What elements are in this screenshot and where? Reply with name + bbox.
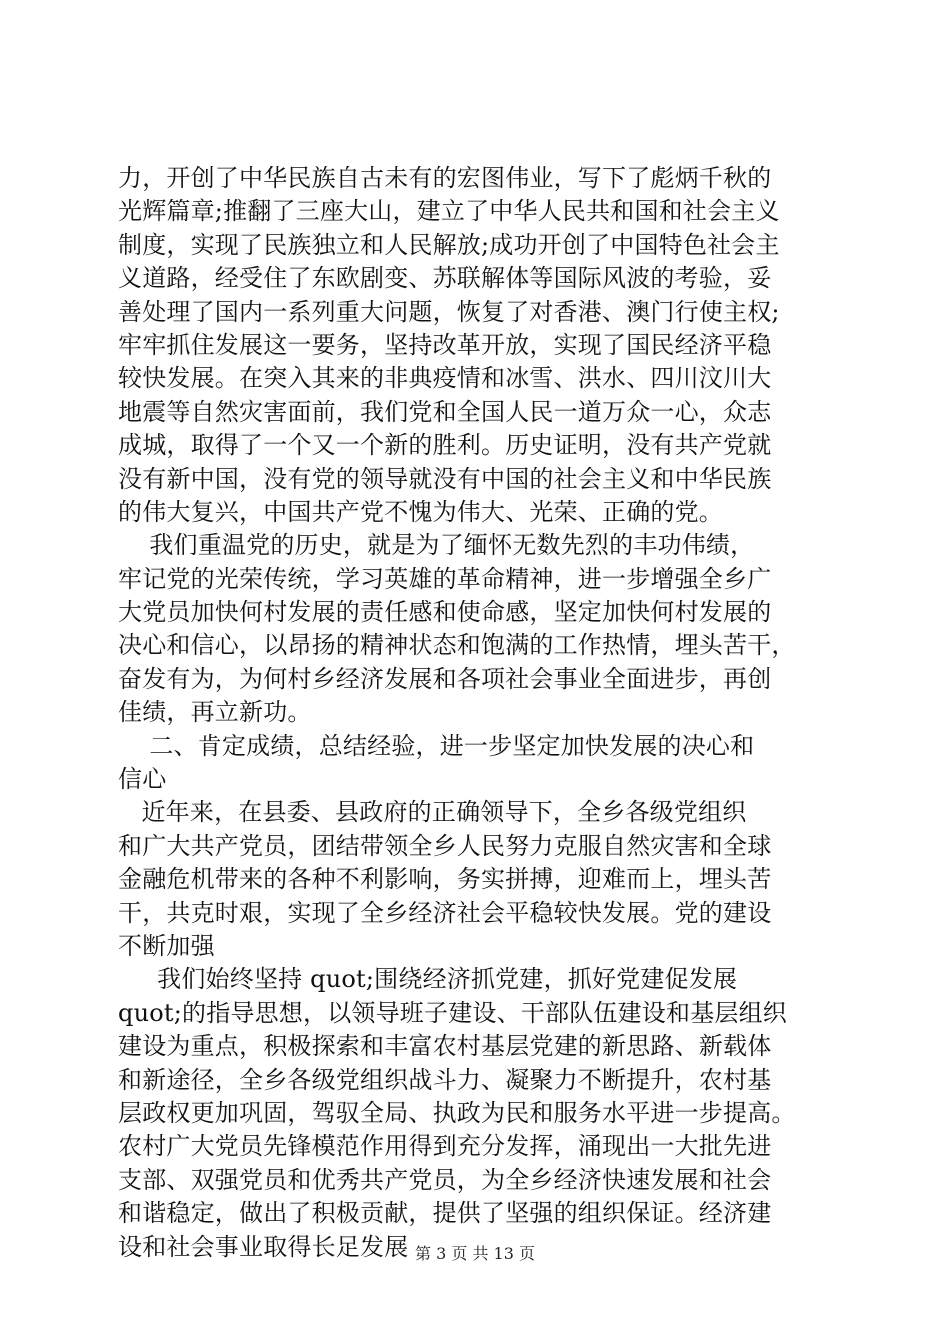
text-line: 牢牢抓住发展这一要务，坚持改革开放，实现了国民经济平稳 <box>118 330 772 359</box>
text-line: 光辉篇章;推翻了三座大山，建立了中华人民共和国和社会主义 <box>118 197 780 226</box>
text-line: 善处理了国内一系列重大问题，恢复了对香港、澳门行使主权; <box>118 297 780 326</box>
text-line: quot;的指导思想，以领导班子建设、干部队伍建设和基层组织 <box>118 998 787 1027</box>
text-line: 我们始终坚持 quot;围绕经济抓党建，抓好党建促发展 <box>118 965 738 994</box>
text-line: 的伟大复兴，中国共产党不愧为伟大、光荣、正确的党。 <box>118 497 723 526</box>
text-line: 支部、双强党员和优秀共产党员，为全乡经济快速发展和社会 <box>118 1165 772 1194</box>
text-line: 牢记党的光荣传统，学习英雄的革命精神，进一步增强全乡广 <box>118 564 772 593</box>
text-line: 金融危机带来的各种不利影响，务实拼搏，迎难而上，埋头苦 <box>118 865 772 894</box>
text-line: 干，共克时艰，实现了全乡经济社会平稳较快发展。党的建设 <box>118 898 772 927</box>
text-line: 建设为重点，积极探索和丰富农村基层党建的新思路、新载体 <box>118 1032 772 1061</box>
page-number-footer: 第 3 页 共 13 页 <box>415 1244 535 1263</box>
text-line: 制度，实现了民族独立和人民解放;成功开创了中国特色社会主 <box>118 230 780 259</box>
text-line: 奋发有为，为何村乡经济发展和各项社会事业全面进步，再创 <box>118 664 772 693</box>
text-line: 和广大共产党员，团结带领全乡人民努力克服自然灾害和全球 <box>118 831 772 860</box>
text-line: 层政权更加巩固，驾驭全局、执政为民和服务水平进一步提高。 <box>118 1098 796 1127</box>
text-line: 佳绩，再立新功。 <box>118 698 312 727</box>
text-line: 信心 <box>118 765 167 794</box>
text-line: 农村广大党员先锋模范作用得到充分发挥，涌现出一大批先进 <box>118 1132 772 1161</box>
text-line: 和新途径，全乡各级党组织战斗力、凝聚力不断提升，农村基 <box>118 1065 772 1094</box>
text-line: 和谐稳定，做出了积极贡献，提供了坚强的组织保证。经济建 <box>118 1199 772 1228</box>
text-line: 我们重温党的历史，就是为了缅怀无数先烈的丰功伟绩， <box>118 531 755 560</box>
text-line: 力，开创了中华民族自古未有的宏图伟业，写下了彪炳千秋的 <box>118 164 772 192</box>
text-line: 不断加强 <box>118 931 215 960</box>
document-body <box>118 162 858 1264</box>
text-line: 二、肯定成绩，总结经验，进一步坚定加快发展的决心和 <box>118 731 755 760</box>
text-line: 地震等自然灾害面前，我们党和全国人民一道万众一心，众志 <box>118 397 772 426</box>
text-line: 较快发展。在突入其来的非典疫情和冰雪、洪水、四川汶川大 <box>118 364 772 393</box>
text-line: 决心和信心，以昂扬的精神状态和饱满的工作热情，埋头苦干， <box>118 631 796 660</box>
text-line: 成城，取得了一个又一个新的胜利。历史证明，没有共产党就 <box>118 431 772 460</box>
text-line: 没有新中国，没有党的领导就没有中国的社会主义和中华民族 <box>118 464 772 493</box>
text-line: 设和社会事业取得长足发展 <box>118 1232 409 1261</box>
text-line: 大党员加快何村发展的责任感和使命感，坚定加快何村发展的 <box>118 598 772 627</box>
text-line: 近年来，在县委、县政府的正确领导下，全乡各级党组织 <box>118 798 747 827</box>
text-line: 义道路，经受住了东欧剧变、苏联解体等国际风波的考验，妥 <box>118 264 772 293</box>
